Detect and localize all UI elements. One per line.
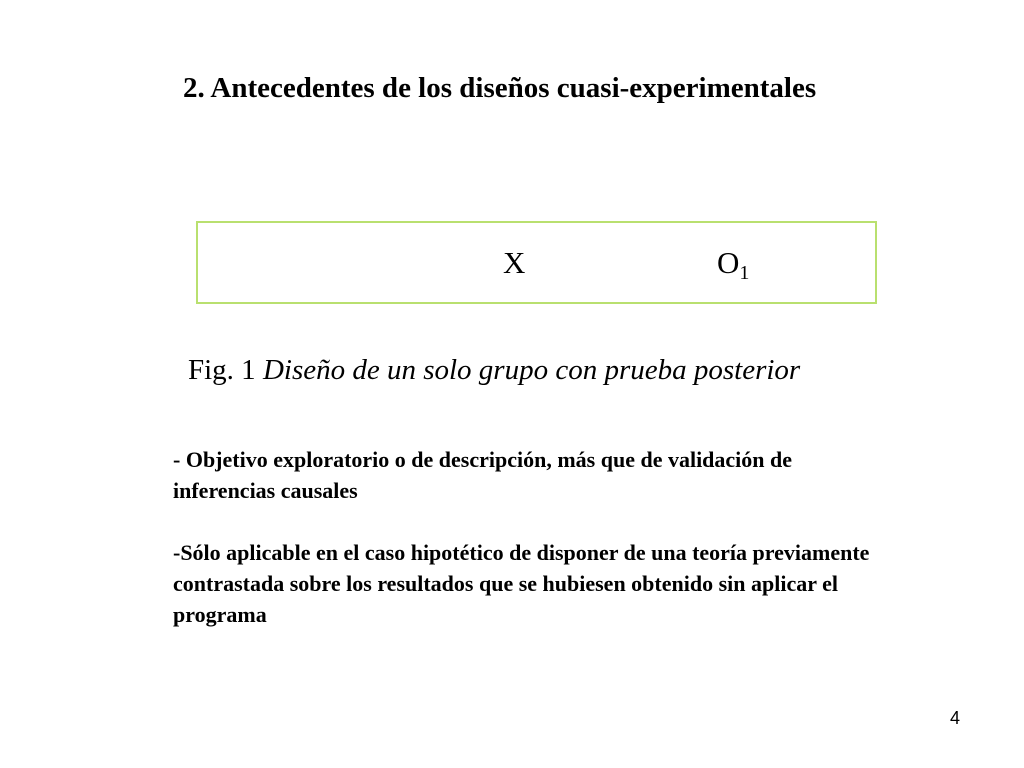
observation-symbol xyxy=(717,243,749,283)
figure-caption xyxy=(188,350,800,390)
treatment-symbol: X xyxy=(503,245,526,280)
bullet-item: - Objetivo exploratorio o de descripción, más que de validación de inferencias causales xyxy=(173,447,793,503)
figure-caption-text: Diseño de un solo grupo con prueba posterior xyxy=(262,354,801,386)
bullet-list xyxy=(173,444,873,630)
observation-letter: O xyxy=(717,245,740,280)
observation-index: 1 xyxy=(739,262,750,284)
page-number: 4 xyxy=(950,708,961,728)
design-diagram-box xyxy=(196,221,877,304)
bullet-item: -Sólo aplicable en el caso hipotético de disponer de una teoría previamente contrastada sobre los resultados que se hubiesen obtenido sin aplicar el programa xyxy=(173,540,870,627)
figure-caption-label: Fig. 1 xyxy=(188,354,256,386)
slide-title: 2. Antecedentes de los diseños cuasi-experimentales xyxy=(183,72,817,104)
